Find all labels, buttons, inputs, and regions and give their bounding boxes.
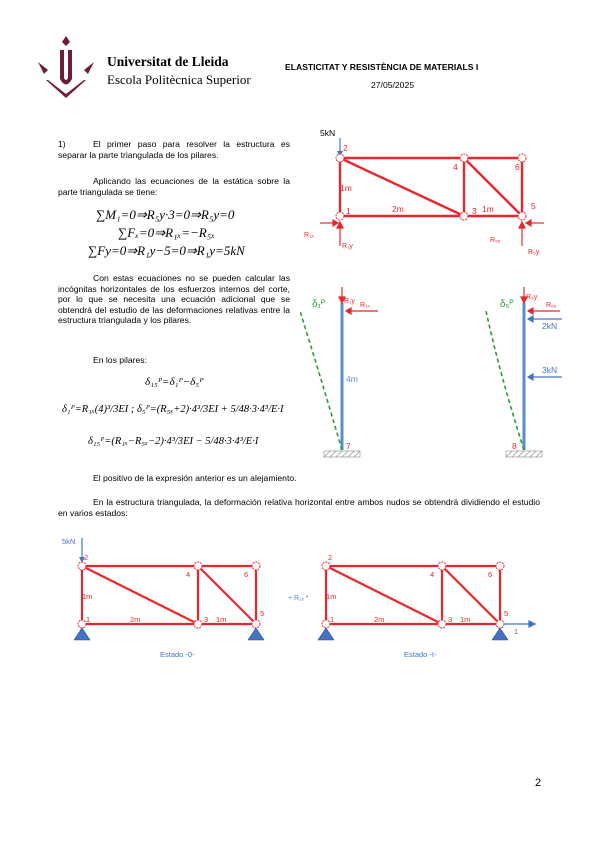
paragraph-3: Con estas ecuaciones no se pueden calcular las incógnitas horizontales de los esfuerzos internos del corte, por lo que se necesita una ecuación adicional que se obtendrá del estudio de las deformaciones relativas entre la estructura triangulada y los pilares. xyxy=(58,273,290,326)
paragraph-1: El primer paso para resolver la estructura es separar la parte triangulada de los pilares. xyxy=(58,139,290,160)
svg-text:1: 1 xyxy=(330,615,335,624)
left-delta: δ₁ᴾ xyxy=(312,299,326,310)
state0-load: 5kN xyxy=(62,537,76,546)
load-3kn: 3kN xyxy=(542,365,558,375)
state0-dim-1m-h: 1m xyxy=(216,615,227,624)
state0-caption: Estado -0- xyxy=(160,650,195,659)
course-title: ELASTICITAT Y RESISTÈNCIA DE MATERIALS I xyxy=(285,62,479,72)
state1-dim-2m: 2m xyxy=(374,615,385,624)
svg-text:4: 4 xyxy=(430,570,435,579)
reaction-r1x: R₁ₓ xyxy=(304,232,314,239)
svg-text:6: 6 xyxy=(244,570,249,579)
equation-moment: ∑M₁=0⇒R₅y·3=0⇒R₅y=0 xyxy=(96,207,235,222)
reaction-r1y: R₁y xyxy=(342,243,353,250)
right-r5x: R₅ₓ xyxy=(546,302,557,309)
state0-dim-1m-v: 1m xyxy=(82,592,93,601)
svg-text:4: 4 xyxy=(186,570,191,579)
paragraph-5: El positivo de la expresión anterior es un alejamiento. xyxy=(93,473,297,483)
node-6 xyxy=(518,154,526,162)
node-label-7: 7 xyxy=(346,441,351,451)
state1-label: + R₁ₓ * xyxy=(288,595,309,602)
svg-text:5: 5 xyxy=(504,609,509,618)
equation-delta-1-5: δ₁ᴾ=R₁ₓ(4)³/3EI ; δ₅ᴾ=(R₅ₓ+2)·4³/3EI + 5/48·3·4³/E·I xyxy=(62,404,284,415)
node-label-4: 4 xyxy=(453,162,458,172)
svg-text:5: 5 xyxy=(260,609,265,618)
svg-text:6: 6 xyxy=(488,570,493,579)
dim-2m: 2m xyxy=(392,204,404,214)
node-label-1: 1 xyxy=(346,206,351,216)
right-delta: δ₅ᴾ xyxy=(500,299,514,310)
support-5 xyxy=(248,628,264,640)
load-2kn: 2kN xyxy=(542,321,558,331)
page-number: 2 xyxy=(535,777,542,789)
node-2 xyxy=(336,154,344,162)
paragraph-6: En la estructura triangulada, la deformación relativa horizontal entre ambos nudos se obtendrá dividiendo el estudio en varios estados: xyxy=(58,497,540,518)
header-date: 27/05/2025 xyxy=(371,80,415,90)
truss-diagram-top xyxy=(300,120,560,270)
svg-text:3: 3 xyxy=(448,615,453,624)
paragraph-2: Aplicando las ecuaciones de la estática sobre la parte triangulada se tiene: xyxy=(58,176,290,197)
node-4 xyxy=(460,154,468,162)
node-label-3: 3 xyxy=(472,206,477,216)
node-3 xyxy=(460,212,468,220)
pillars-diagram xyxy=(300,285,570,470)
svg-text:3: 3 xyxy=(204,615,209,624)
state0-dim-2m: 2m xyxy=(130,615,141,624)
node-1 xyxy=(336,212,344,220)
reaction-r5x: R₅ₓ xyxy=(490,237,501,244)
node-5 xyxy=(518,212,526,220)
equation-delta-15: δ₁₅ᴾ=δ₁ᴾ−δ₅ᴾ xyxy=(145,376,204,388)
node-label-5: 5 xyxy=(531,201,536,211)
node-label-2: 2 xyxy=(343,143,348,153)
svg-text:1: 1 xyxy=(86,615,91,624)
left-r1x: R₁ₓ xyxy=(360,302,370,309)
pillar-height: 4m xyxy=(346,374,358,384)
support-1 xyxy=(74,628,90,640)
university-name: Universitat de Lleida xyxy=(107,54,229,69)
university-logo xyxy=(30,34,102,100)
dim-1m-vertical: 1m xyxy=(340,183,352,193)
equation-fy: ∑Fy=0⇒R₁y−5=0⇒R₁y=5kN xyxy=(88,243,245,258)
item-number: 1) xyxy=(58,139,66,149)
equation-delta-15-final: δ₁₅ᴾ=(R₁ₓ−R₅ₓ−2)·4³/3EI − 5/48·3·4³/E·I xyxy=(88,436,259,447)
reaction-r5y: R₅y xyxy=(528,249,540,256)
equation-fx: ∑Fₓ=0⇒R₁ₓ=−R₅ₓ xyxy=(118,225,215,240)
svg-text:2: 2 xyxy=(84,553,89,562)
state1-dim-1m-v: 1m xyxy=(326,592,337,601)
state1-unit-load: 1 xyxy=(514,627,519,636)
school-name: Escola Politècnica Superior xyxy=(107,72,251,87)
dim-1m-horizontal: 1m xyxy=(482,204,494,214)
state1-caption: Estado -I- xyxy=(404,650,437,659)
load-label: 5kN xyxy=(320,128,336,138)
state-0-diagram xyxy=(60,530,290,670)
paragraph-4: En los pilares: xyxy=(93,355,147,365)
node-label-8: 8 xyxy=(512,441,517,451)
state1-dim-1m-h: 1m xyxy=(460,615,471,624)
svg-text:2: 2 xyxy=(328,553,333,562)
right-r5y: R₅y xyxy=(526,294,538,301)
node-label-6: 6 xyxy=(515,162,520,172)
state-1-diagram xyxy=(286,530,546,670)
left-r1y: R₁y xyxy=(344,298,355,305)
